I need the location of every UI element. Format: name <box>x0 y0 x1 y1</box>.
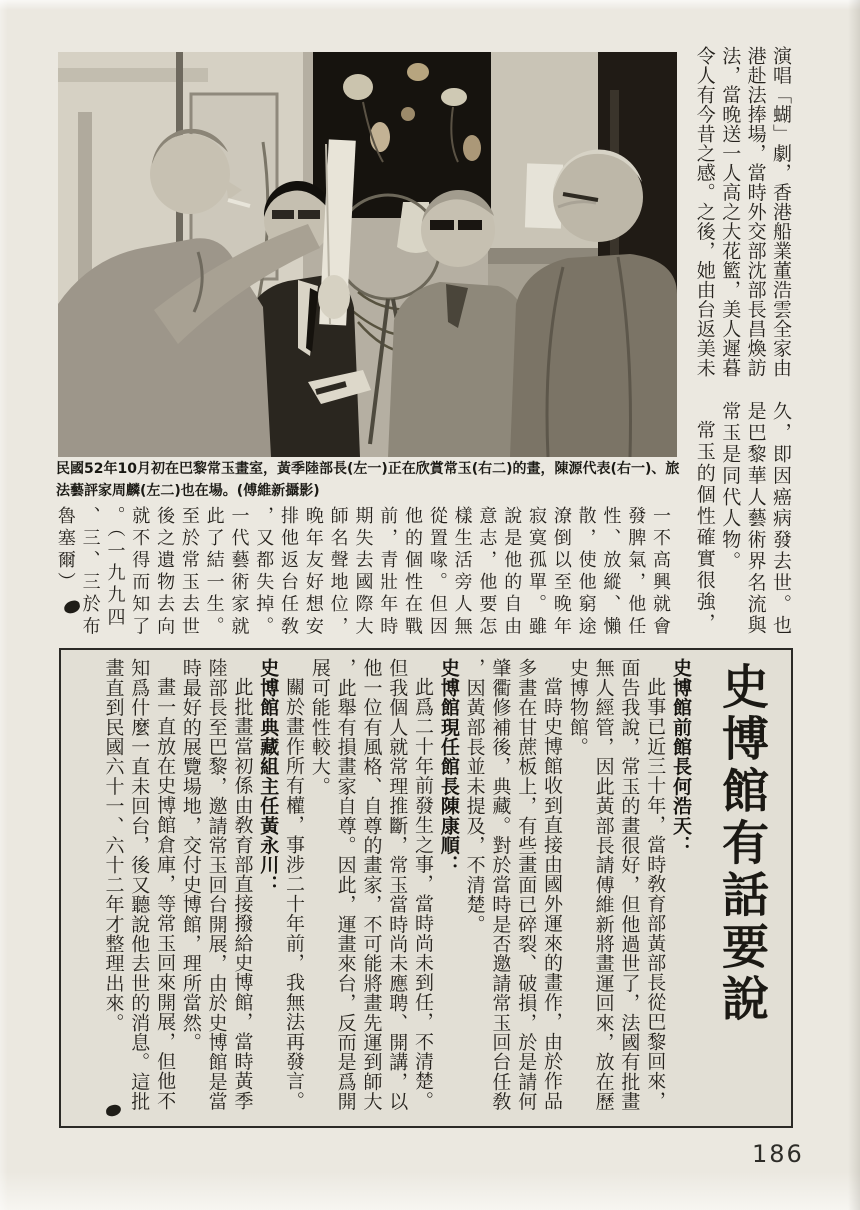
article-paragraph: 演唱「蝴」劇，香港船業董浩雲全家由港赴法捧場，當時外交部沈部長昌煥訪法，當晚送一人高之大花籃，美人遲暮令人有今昔之感。之後，她由台返美未 <box>693 46 792 378</box>
interview-paragraph: 此爲二十年前發生之事，當時尚未到任，不清楚。但我個人就常理推斷，常玉當時尚未應聘、開講，以他一位有風格、自尊的畫家，不可能將畫先運到師大，此舉有損畫家自尊。因此，運畫來台，反而是爲開展可能性較大。 <box>308 658 435 1112</box>
interview-paragraph: 此批畫當初係由敎育部直接撥給史博館，當時黃季陸部長至巴黎，邀請常玉回台開展，由於史博館是當時最好的展覽場地，交付史博館，理所當然。 <box>179 658 254 1112</box>
interview-speaker-ho-hao-tien: 史博館前館長何浩天： <box>670 658 692 855</box>
page-number: 186 <box>752 1140 804 1168</box>
scan-edge-right <box>848 0 860 1210</box>
scan-edge-top <box>0 0 860 10</box>
interview-title: 史博館有話要說 <box>714 662 769 1026</box>
interview-speaker-huang-yung-chuan: 史博館典藏組主任黃永川： <box>257 658 280 895</box>
article-paragraph: 常玉的個性確實很強， <box>693 420 716 634</box>
article-column-middle <box>50 506 672 641</box>
interview-paragraph: 畫一直放在史博館倉庫，等常玉回來開展，但他不知爲什麼一直未回台，後又聽說他去世的消息。這批畫直到民國六十一、六十二年才整理出來。 <box>102 658 177 1112</box>
studio-photo <box>58 52 677 457</box>
interview-paragraph: 當時史博館收到直接由國外運來的畫作，由於作品多畫在甘蔗板上，有些畫面已碎裂、破損，於是請何肇衢修補後，典藏。對於當時是否邀請常玉回台任敎，因黃部長並未提及，不清楚。 <box>463 658 564 1112</box>
interview-paragraph: 關於畫作所有權，事涉二十年前，我無法再發言。 <box>283 677 306 1111</box>
article-column-right-lower <box>687 401 793 641</box>
scan-edge-left <box>0 0 8 1210</box>
article-paragraph: 久，即因癌病發去世。也是巴黎華人藝術界名流與常玉是同代人物。 <box>719 401 792 637</box>
interview-paragraph: 此事已近三十年，當時敎育部黃部長從巴黎回來，面告我說，常玉的畫很好，但他過世了，法國有批畫無人經管，因此黃部長請傅維新將畫運回來，放在歷史博物館。 <box>566 658 667 1112</box>
interview-content <box>97 658 693 1114</box>
interview-speaker-chen-kang-shun: 史博館現任館長陳康順： <box>437 658 460 875</box>
article-column-top-right <box>687 46 793 380</box>
scan-edge-bottom <box>0 1172 860 1210</box>
photo-caption: 民國52年10月初在巴黎常玉畫室，黃季陸部長(左一)正在欣賞常玉(右二)的畫，陳源代表(右一)、旅法藝評家周麟(左二)也在場。(傅維新攝影) <box>56 461 680 499</box>
article-paragraph: 一不高興就會發脾氣，他任性、放縱、懶散，使他窮途潦倒以至晚年寂寞孤單。雖說是他的自由意志，他要怎樣生活旁人無從置喙。但因他的個性在戰前，青壯年時期失去國際大師名聲地位，晚年友好想安排他返台任敎，又都失掉。一代藝術家就此了結一生。至於常玉去世後之遺物去向就不得而知了。（一九九四、三、三於布魯塞爾） <box>54 506 671 639</box>
